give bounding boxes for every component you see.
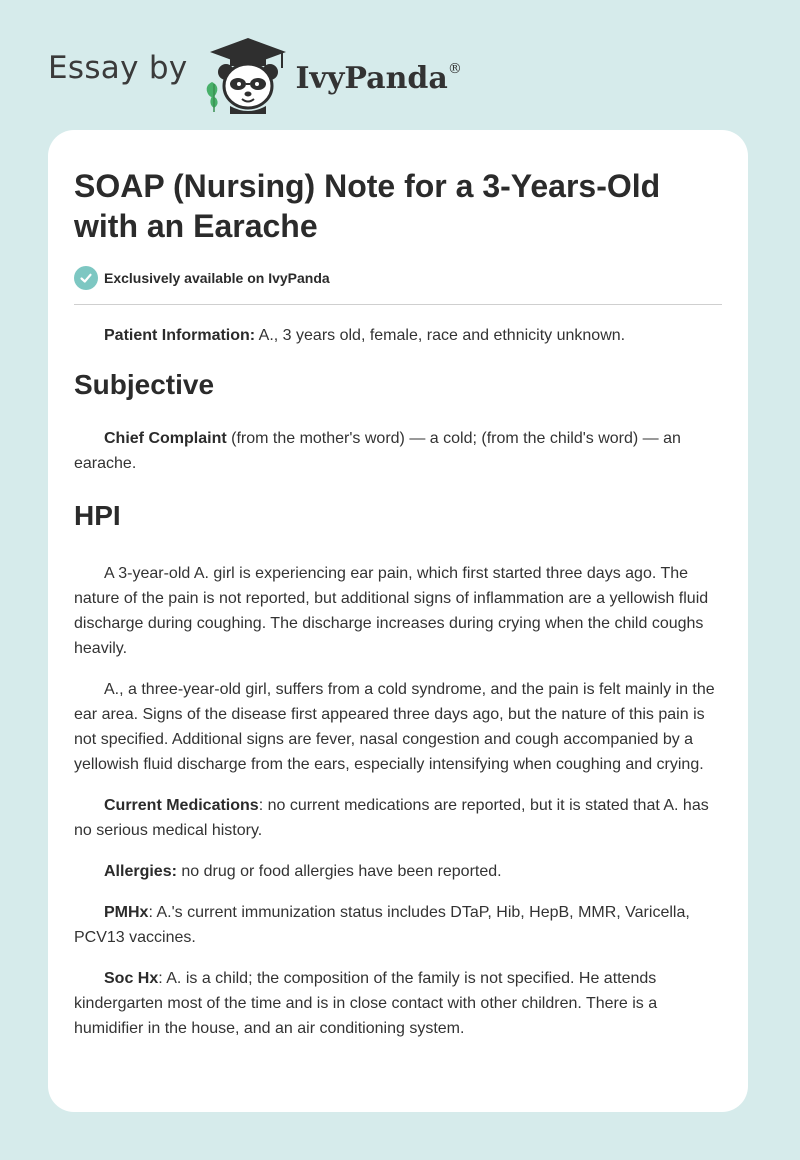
soc-hx-label: Soc Hx bbox=[104, 970, 159, 987]
chief-complaint-label: Chief Complaint bbox=[104, 430, 227, 447]
soc-hx-text: : A. is a child; the composition of the family is not specified. He attends kindergarten most of the time and is in close contact with other children. There is a humidifier in the house, and an air conditioning system. bbox=[74, 970, 658, 1037]
pmhx-label: PMHx bbox=[104, 904, 149, 921]
allergies-paragraph bbox=[74, 859, 722, 884]
brand-name-text: IvyPanda bbox=[295, 60, 448, 96]
essay-by-label: Essay by bbox=[48, 50, 188, 86]
hpi-paragraph-1: A 3-year-old A. girl is experiencing ear pain, which first started three days ago. The nature of the pain is not reported, but additional signs of inflammation are a yellowish fluid discharge during coughing. The discharge increases during crying when the child coughs heavily. bbox=[74, 565, 709, 657]
exclusive-badge bbox=[74, 266, 722, 290]
current-medications-label: Current Medications bbox=[104, 797, 259, 814]
chief-complaint-paragraph bbox=[74, 426, 722, 476]
pmhx-text: : A.'s current immunization status includes DTaP, Hib, HepB, MMR, Varicella, PCV13 vaccines. bbox=[74, 904, 690, 946]
hpi-paragraph-2: A., a three-year-old girl, suffers from a cold syndrome, and the pain is felt mainly in the ear area. Signs of the disease first appeared three days ago, but the nature of this pain is not specified. Additional signs are fever, nasal congestion and cough accompanied by a yellowish fluid discharge from the ears, especially intensifying when coughing and crying. bbox=[74, 681, 715, 773]
checkmark-icon bbox=[74, 266, 98, 290]
hpi-heading: HPI bbox=[74, 500, 121, 531]
patient-info-text: A., 3 years old, female, race and ethnicity unknown. bbox=[255, 327, 626, 344]
ivypanda-logo-icon[interactable] bbox=[202, 34, 294, 114]
current-medications-text: : no current medications are reported, but it is stated that A. has no serious medical history. bbox=[74, 797, 709, 839]
current-medications-paragraph bbox=[74, 793, 722, 843]
soc-hx-paragraph bbox=[74, 966, 722, 1041]
allergies-label: Allergies: bbox=[104, 863, 177, 880]
patient-info-label: Patient Information: bbox=[104, 327, 256, 344]
registered-mark: ® bbox=[447, 60, 462, 77]
subjective-heading: Subjective bbox=[74, 369, 215, 400]
chief-complaint-text: (from the mother's word) — a cold; (from the child's word) — an earache. bbox=[74, 430, 681, 472]
allergies-text: no drug or food allergies have been reported. bbox=[176, 863, 502, 880]
brand-name[interactable] bbox=[296, 61, 462, 96]
patient-info-paragraph bbox=[74, 323, 722, 348]
article-card bbox=[48, 130, 748, 1112]
exclusive-label: Exclusively available on IvyPanda bbox=[104, 270, 330, 286]
site-header bbox=[48, 34, 462, 114]
title-divider bbox=[74, 304, 722, 305]
pmhx-paragraph bbox=[74, 900, 722, 950]
article-title: SOAP (Nursing) Note for a 3-Years-Old with an Earache bbox=[74, 168, 661, 244]
article-content bbox=[74, 166, 722, 1041]
